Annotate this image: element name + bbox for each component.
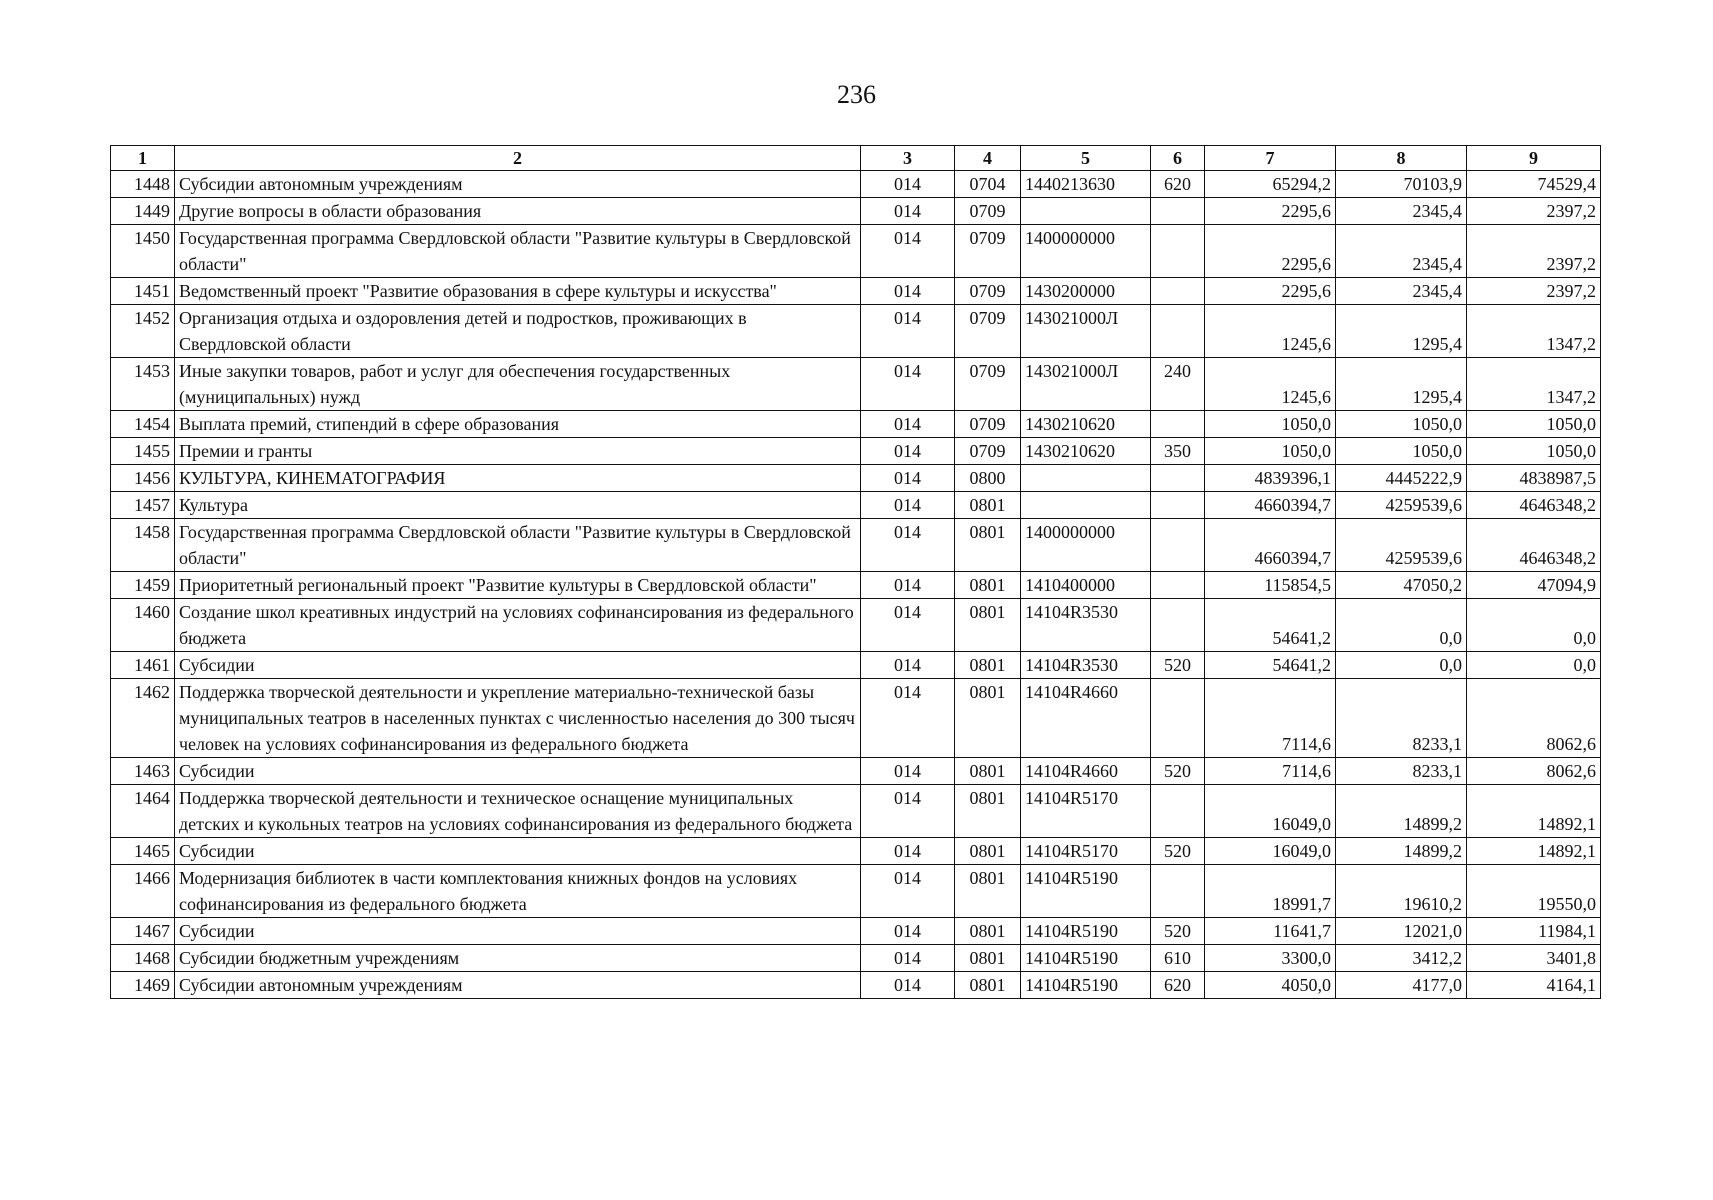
row-expense-type: 520 bbox=[1151, 918, 1205, 945]
row-number: 1466 bbox=[111, 865, 175, 918]
row-number: 1455 bbox=[111, 438, 175, 465]
table-row bbox=[111, 785, 1601, 838]
row-value-9: 74529,4 bbox=[1467, 171, 1601, 198]
row-name: Государственная программа Свердловской области "Развитие культуры в Свердловской области" bbox=[175, 225, 861, 278]
header-col-4: 4 bbox=[955, 146, 1021, 171]
table-row bbox=[111, 225, 1601, 278]
header-col-2: 2 bbox=[175, 146, 861, 171]
row-value-8: 3412,2 bbox=[1336, 945, 1467, 972]
row-value-7: 4050,0 bbox=[1205, 972, 1336, 999]
row-admin-code: 014 bbox=[861, 758, 955, 785]
row-value-8: 14899,2 bbox=[1336, 838, 1467, 865]
row-expense-type: 620 bbox=[1151, 972, 1205, 999]
header-col-6: 6 bbox=[1151, 146, 1205, 171]
table-row bbox=[111, 838, 1601, 865]
row-target-code: 14104R5170 bbox=[1021, 838, 1151, 865]
row-name: Другие вопросы в области образования bbox=[175, 198, 861, 225]
row-name: Субсидии автономным учреждениям bbox=[175, 972, 861, 999]
row-value-8: 19610,2 bbox=[1336, 865, 1467, 918]
table-row bbox=[111, 305, 1601, 358]
row-value-9: 4646348,2 bbox=[1467, 492, 1601, 519]
row-expense-type: 610 bbox=[1151, 945, 1205, 972]
row-admin-code: 014 bbox=[861, 572, 955, 599]
row-number: 1464 bbox=[111, 785, 175, 838]
row-value-7: 2295,6 bbox=[1205, 198, 1336, 225]
row-value-8: 4259539,6 bbox=[1336, 519, 1467, 572]
row-value-8: 2345,4 bbox=[1336, 198, 1467, 225]
row-expense-type bbox=[1151, 305, 1205, 358]
row-admin-code: 014 bbox=[861, 945, 955, 972]
row-section-code: 0801 bbox=[955, 519, 1021, 572]
row-target-code: 143021000Л bbox=[1021, 358, 1151, 411]
row-name: Иные закупки товаров, работ и услуг для обеспечения государственных (муниципальных) нужд bbox=[175, 358, 861, 411]
row-value-9: 0,0 bbox=[1467, 599, 1601, 652]
row-section-code: 0801 bbox=[955, 838, 1021, 865]
row-name: Создание школ креативных индустрий на условиях софинансирования из федерального бюджета bbox=[175, 599, 861, 652]
table-row bbox=[111, 411, 1601, 438]
row-value-9: 1050,0 bbox=[1467, 438, 1601, 465]
table-row bbox=[111, 679, 1601, 758]
header-col-7: 7 bbox=[1205, 146, 1336, 171]
row-admin-code: 014 bbox=[861, 838, 955, 865]
row-value-7: 54641,2 bbox=[1205, 652, 1336, 679]
row-section-code: 0801 bbox=[955, 972, 1021, 999]
row-value-9: 4164,1 bbox=[1467, 972, 1601, 999]
row-target-code: 14104R3530 bbox=[1021, 599, 1151, 652]
row-section-code: 0709 bbox=[955, 438, 1021, 465]
row-admin-code: 014 bbox=[861, 679, 955, 758]
row-number: 1452 bbox=[111, 305, 175, 358]
row-target-code: 14104R5170 bbox=[1021, 785, 1151, 838]
row-expense-type bbox=[1151, 679, 1205, 758]
row-number: 1459 bbox=[111, 572, 175, 599]
row-value-7: 7114,6 bbox=[1205, 758, 1336, 785]
row-name: Приоритетный региональный проект "Развитие культуры в Свердловской области" bbox=[175, 572, 861, 599]
row-admin-code: 014 bbox=[861, 171, 955, 198]
row-value-9: 1347,2 bbox=[1467, 358, 1601, 411]
row-section-code: 0801 bbox=[955, 599, 1021, 652]
row-value-7: 2295,6 bbox=[1205, 225, 1336, 278]
row-admin-code: 014 bbox=[861, 785, 955, 838]
row-target-code bbox=[1021, 198, 1151, 225]
row-number: 1448 bbox=[111, 171, 175, 198]
row-section-code: 0709 bbox=[955, 278, 1021, 305]
row-number: 1450 bbox=[111, 225, 175, 278]
row-value-8: 0,0 bbox=[1336, 599, 1467, 652]
row-number: 1457 bbox=[111, 492, 175, 519]
header-col-9: 9 bbox=[1467, 146, 1601, 171]
row-target-code: 143021000Л bbox=[1021, 305, 1151, 358]
row-value-9: 3401,8 bbox=[1467, 945, 1601, 972]
row-value-7: 1245,6 bbox=[1205, 305, 1336, 358]
row-expense-type: 520 bbox=[1151, 758, 1205, 785]
row-number: 1462 bbox=[111, 679, 175, 758]
row-target-code: 14104R5190 bbox=[1021, 918, 1151, 945]
row-admin-code: 014 bbox=[861, 972, 955, 999]
row-number: 1454 bbox=[111, 411, 175, 438]
row-admin-code: 014 bbox=[861, 599, 955, 652]
header-col-5: 5 bbox=[1021, 146, 1151, 171]
row-section-code: 0709 bbox=[955, 411, 1021, 438]
row-number: 1458 bbox=[111, 519, 175, 572]
row-number: 1449 bbox=[111, 198, 175, 225]
table-row bbox=[111, 865, 1601, 918]
row-value-7: 7114,6 bbox=[1205, 679, 1336, 758]
table-row bbox=[111, 599, 1601, 652]
row-target-code bbox=[1021, 465, 1151, 492]
table-row bbox=[111, 492, 1601, 519]
table-row bbox=[111, 972, 1601, 999]
row-section-code: 0709 bbox=[955, 358, 1021, 411]
row-expense-type bbox=[1151, 785, 1205, 838]
row-admin-code: 014 bbox=[861, 865, 955, 918]
row-expense-type: 350 bbox=[1151, 438, 1205, 465]
row-value-8: 2345,4 bbox=[1336, 278, 1467, 305]
row-value-8: 4445222,9 bbox=[1336, 465, 1467, 492]
row-target-code: 1430200000 bbox=[1021, 278, 1151, 305]
row-value-8: 4259539,6 bbox=[1336, 492, 1467, 519]
row-value-8: 1295,4 bbox=[1336, 358, 1467, 411]
row-admin-code: 014 bbox=[861, 465, 955, 492]
row-expense-type bbox=[1151, 411, 1205, 438]
row-expense-type bbox=[1151, 519, 1205, 572]
row-expense-type bbox=[1151, 865, 1205, 918]
row-target-code: 1400000000 bbox=[1021, 225, 1151, 278]
row-target-code: 14104R5190 bbox=[1021, 972, 1151, 999]
row-expense-type bbox=[1151, 278, 1205, 305]
row-value-7: 1050,0 bbox=[1205, 411, 1336, 438]
row-section-code: 0704 bbox=[955, 171, 1021, 198]
row-expense-type bbox=[1151, 599, 1205, 652]
row-value-9: 8062,6 bbox=[1467, 679, 1601, 758]
row-name: Поддержка творческой деятельности и техническое оснащение муниципальных детских и кукольных театров на условиях софинансирования из федерального бюджета bbox=[175, 785, 861, 838]
row-target-code: 14104R5190 bbox=[1021, 865, 1151, 918]
row-value-9: 8062,6 bbox=[1467, 758, 1601, 785]
table-row bbox=[111, 171, 1601, 198]
page-number: 236 bbox=[837, 80, 876, 109]
row-value-8: 70103,9 bbox=[1336, 171, 1467, 198]
table-row bbox=[111, 438, 1601, 465]
row-value-9: 4838987,5 bbox=[1467, 465, 1601, 492]
header-row bbox=[111, 146, 1601, 171]
row-section-code: 0801 bbox=[955, 945, 1021, 972]
row-value-7: 115854,5 bbox=[1205, 572, 1336, 599]
row-value-7: 16049,0 bbox=[1205, 838, 1336, 865]
row-value-8: 47050,2 bbox=[1336, 572, 1467, 599]
row-admin-code: 014 bbox=[861, 225, 955, 278]
row-name: Организация отдыха и оздоровления детей и подростков, проживающих в Свердловской области bbox=[175, 305, 861, 358]
row-admin-code: 014 bbox=[861, 519, 955, 572]
row-value-7: 18991,7 bbox=[1205, 865, 1336, 918]
row-number: 1463 bbox=[111, 758, 175, 785]
row-value-9: 11984,1 bbox=[1467, 918, 1601, 945]
header-col-3: 3 bbox=[861, 146, 955, 171]
row-value-9: 2397,2 bbox=[1467, 198, 1601, 225]
row-number: 1468 bbox=[111, 945, 175, 972]
row-value-7: 1050,0 bbox=[1205, 438, 1336, 465]
row-value-9: 0,0 bbox=[1467, 652, 1601, 679]
table-row bbox=[111, 945, 1601, 972]
row-section-code: 0801 bbox=[955, 572, 1021, 599]
row-name: Субсидии автономным учреждениям bbox=[175, 171, 861, 198]
table-row bbox=[111, 519, 1601, 572]
row-value-8: 1050,0 bbox=[1336, 411, 1467, 438]
row-admin-code: 014 bbox=[861, 411, 955, 438]
row-value-7: 4660394,7 bbox=[1205, 492, 1336, 519]
table-header bbox=[111, 146, 1601, 171]
row-section-code: 0800 bbox=[955, 465, 1021, 492]
row-name: Субсидии bbox=[175, 652, 861, 679]
row-value-7: 4839396,1 bbox=[1205, 465, 1336, 492]
row-section-code: 0801 bbox=[955, 918, 1021, 945]
row-value-9: 2397,2 bbox=[1467, 225, 1601, 278]
row-target-code: 1400000000 bbox=[1021, 519, 1151, 572]
row-number: 1467 bbox=[111, 918, 175, 945]
row-number: 1456 bbox=[111, 465, 175, 492]
row-value-8: 4177,0 bbox=[1336, 972, 1467, 999]
row-value-9: 1347,2 bbox=[1467, 305, 1601, 358]
row-value-7: 2295,6 bbox=[1205, 278, 1336, 305]
row-admin-code: 014 bbox=[861, 278, 955, 305]
row-expense-type bbox=[1151, 572, 1205, 599]
row-name: Субсидии bbox=[175, 918, 861, 945]
row-value-9: 14892,1 bbox=[1467, 838, 1601, 865]
row-value-8: 8233,1 bbox=[1336, 758, 1467, 785]
row-value-8: 1050,0 bbox=[1336, 438, 1467, 465]
row-value-7: 54641,2 bbox=[1205, 599, 1336, 652]
header-col-8: 8 bbox=[1336, 146, 1467, 171]
row-target-code: 1430210620 bbox=[1021, 438, 1151, 465]
row-name: КУЛЬТУРА, КИНЕМАТОГРАФИЯ bbox=[175, 465, 861, 492]
row-value-9: 19550,0 bbox=[1467, 865, 1601, 918]
row-value-8: 14899,2 bbox=[1336, 785, 1467, 838]
row-target-code: 14104R4660 bbox=[1021, 758, 1151, 785]
table-row bbox=[111, 918, 1601, 945]
row-name: Субсидии bbox=[175, 758, 861, 785]
row-section-code: 0709 bbox=[955, 198, 1021, 225]
row-expense-type: 240 bbox=[1151, 358, 1205, 411]
row-name: Субсидии bbox=[175, 838, 861, 865]
row-admin-code: 014 bbox=[861, 438, 955, 465]
row-target-code: 1430210620 bbox=[1021, 411, 1151, 438]
table-row bbox=[111, 652, 1601, 679]
row-target-code: 1410400000 bbox=[1021, 572, 1151, 599]
table-row bbox=[111, 758, 1601, 785]
row-admin-code: 014 bbox=[861, 305, 955, 358]
row-value-9: 2397,2 bbox=[1467, 278, 1601, 305]
budget-table bbox=[110, 145, 1601, 999]
row-expense-type bbox=[1151, 465, 1205, 492]
row-section-code: 0709 bbox=[955, 305, 1021, 358]
row-value-9: 47094,9 bbox=[1467, 572, 1601, 599]
row-admin-code: 014 bbox=[861, 358, 955, 411]
row-value-7: 3300,0 bbox=[1205, 945, 1336, 972]
row-value-7: 16049,0 bbox=[1205, 785, 1336, 838]
row-admin-code: 014 bbox=[861, 652, 955, 679]
row-number: 1465 bbox=[111, 838, 175, 865]
table-row bbox=[111, 358, 1601, 411]
row-expense-type bbox=[1151, 198, 1205, 225]
row-value-7: 4660394,7 bbox=[1205, 519, 1336, 572]
row-name: Культура bbox=[175, 492, 861, 519]
row-value-8: 0,0 bbox=[1336, 652, 1467, 679]
row-target-code: 1440213630 bbox=[1021, 171, 1151, 198]
row-target-code: 14104R5190 bbox=[1021, 945, 1151, 972]
row-value-8: 2345,4 bbox=[1336, 225, 1467, 278]
row-value-7: 1245,6 bbox=[1205, 358, 1336, 411]
table-row bbox=[111, 465, 1601, 492]
row-number: 1453 bbox=[111, 358, 175, 411]
row-value-7: 65294,2 bbox=[1205, 171, 1336, 198]
table-row bbox=[111, 278, 1601, 305]
row-section-code: 0801 bbox=[955, 652, 1021, 679]
row-name: Субсидии бюджетным учреждениям bbox=[175, 945, 861, 972]
row-target-code: 14104R4660 bbox=[1021, 679, 1151, 758]
row-value-9: 14892,1 bbox=[1467, 785, 1601, 838]
row-name: Ведомственный проект "Развитие образования в сфере культуры и искусства" bbox=[175, 278, 861, 305]
row-section-code: 0801 bbox=[955, 758, 1021, 785]
row-name: Модернизация библиотек в части комплектования книжных фондов на условиях софинансирования из федерального бюджета bbox=[175, 865, 861, 918]
row-expense-type bbox=[1151, 225, 1205, 278]
row-number: 1451 bbox=[111, 278, 175, 305]
row-admin-code: 014 bbox=[861, 198, 955, 225]
row-name: Премии и гранты bbox=[175, 438, 861, 465]
row-value-8: 12021,0 bbox=[1336, 918, 1467, 945]
row-value-8: 1295,4 bbox=[1336, 305, 1467, 358]
row-value-9: 4646348,2 bbox=[1467, 519, 1601, 572]
row-number: 1460 bbox=[111, 599, 175, 652]
row-section-code: 0801 bbox=[955, 492, 1021, 519]
table-body bbox=[111, 171, 1601, 999]
row-expense-type: 520 bbox=[1151, 652, 1205, 679]
row-name: Поддержка творческой деятельности и укрепление материально-технической базы муниципальных театров в населенных пунктах с численностью населения до 300 тысяч человек на условиях софинансирования из федерального бюджета bbox=[175, 679, 861, 758]
row-number: 1469 bbox=[111, 972, 175, 999]
table-row bbox=[111, 198, 1601, 225]
row-value-9: 1050,0 bbox=[1467, 411, 1601, 438]
row-name: Выплата премий, стипендий в сфере образования bbox=[175, 411, 861, 438]
row-name: Государственная программа Свердловской области "Развитие культуры в Свердловской области" bbox=[175, 519, 861, 572]
row-target-code: 14104R3530 bbox=[1021, 652, 1151, 679]
row-section-code: 0709 bbox=[955, 225, 1021, 278]
header-col-1: 1 bbox=[111, 146, 175, 171]
row-target-code bbox=[1021, 492, 1151, 519]
row-expense-type bbox=[1151, 492, 1205, 519]
row-number: 1461 bbox=[111, 652, 175, 679]
row-section-code: 0801 bbox=[955, 679, 1021, 758]
row-admin-code: 014 bbox=[861, 492, 955, 519]
row-value-7: 11641,7 bbox=[1205, 918, 1336, 945]
row-section-code: 0801 bbox=[955, 865, 1021, 918]
row-value-8: 8233,1 bbox=[1336, 679, 1467, 758]
row-expense-type: 620 bbox=[1151, 171, 1205, 198]
row-admin-code: 014 bbox=[861, 918, 955, 945]
table-row bbox=[111, 572, 1601, 599]
row-section-code: 0801 bbox=[955, 785, 1021, 838]
row-expense-type: 520 bbox=[1151, 838, 1205, 865]
